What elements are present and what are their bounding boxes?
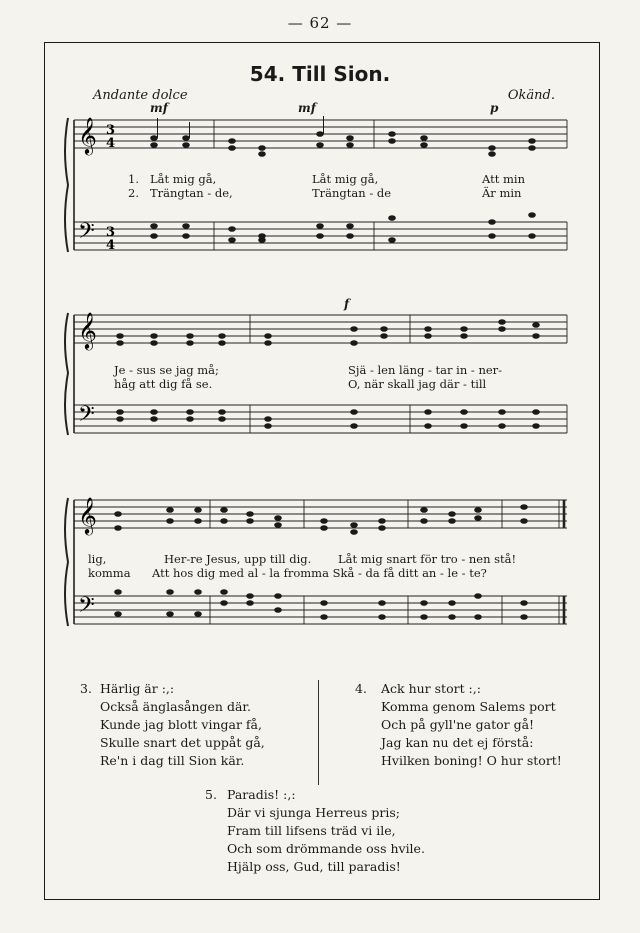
svg-text:𝄢: 𝄢 [78,402,95,432]
verse-number: 4. [355,681,367,696]
verse-5 [205,786,465,876]
verse-line: Jag kan nu det ej förstå: [381,735,534,750]
verse-line: Komma genom Salems port [381,699,556,714]
verse-line: Hvilken boning! O hur stort! [381,753,562,768]
music-system-2 [62,305,572,470]
lyric-line: Trängtan - de, [150,186,233,200]
verse-line: Re'n i dag till Sion kär. [100,753,245,768]
lyric-line: Att min [482,172,525,186]
dynamic-mark: mf [150,101,168,115]
lyric-line: komma [88,566,131,580]
verse-line: Fram till lifsens träd vi ile, [227,823,396,838]
music-system-3 [62,490,572,660]
lyric-line: Låt mig gå, [150,172,217,186]
lyric-line: håg att dig få se. [114,377,213,391]
verse-line: Också änglasången där. [100,699,251,714]
verse-line: Och som drömmande oss hvile. [227,841,425,856]
music-system-1 [62,110,572,280]
verse-line: Skulle snart det uppåt gå, [100,735,265,750]
lyric-line: lig, [88,552,107,566]
verse-number: 5. [205,787,217,802]
lyric-line: Låt mig gå, [312,172,379,186]
svg-text:𝄢: 𝄢 [78,593,95,623]
verse-line: Där vi sjunga Herreus pris; [227,805,400,820]
dynamic-mark: p [490,101,499,115]
svg-text:3: 3 [106,225,116,240]
verse-divider [318,680,319,785]
page-number: — 62 — [287,14,353,32]
lyric-line: 2. [128,186,139,200]
svg-text:4: 4 [106,238,116,253]
verse-line: Härlig är :,: [100,681,175,696]
verse-line: Paradis! :,: [227,787,296,802]
lyric-line: Sjä - len läng - tar in - ner- [348,363,503,377]
lyric-line: Je - sus se jag må; [114,363,219,377]
svg-text:𝄢: 𝄢 [78,219,95,249]
verse-line: Ack hur stort :,: [381,681,481,696]
composer: Okänd. [507,88,555,103]
lyric-line: Låt mig snart för tro - nen stå! [338,552,517,566]
lyric-line: 1. [128,172,139,186]
svg-text:𝄞: 𝄞 [78,496,97,534]
svg-text:𝄞: 𝄞 [78,116,97,154]
lyric-line: Att hos dig med al - la fromma Skå - da få ditt an - le - te? [152,566,487,580]
verse-number: 3. [80,681,92,696]
lyric-line: O, när skall jag där - till [348,377,487,391]
verse-3 [80,680,310,770]
dynamic-mark: mf [298,101,316,115]
verse-4 [355,680,585,770]
verse-line: Kunde jag blott vingar få, [100,717,262,732]
svg-text:3: 3 [106,123,116,138]
lyric-line: Trängtan - de [312,186,392,200]
lyric-line: Her-re Jesus, upp till dig. [164,552,312,566]
hymn-title: 54. Till Sion. [249,62,391,86]
dynamic-mark: f [344,297,350,311]
tempo-marking: Andante dolce [93,88,188,103]
verse-line: Hjälp oss, Gud, till paradis! [227,859,401,874]
verse-line: Och på gyll'ne gator gå! [381,717,535,732]
svg-text:4: 4 [106,136,116,151]
svg-text:𝄞: 𝄞 [78,311,97,349]
lyric-line: Är min [482,186,522,200]
